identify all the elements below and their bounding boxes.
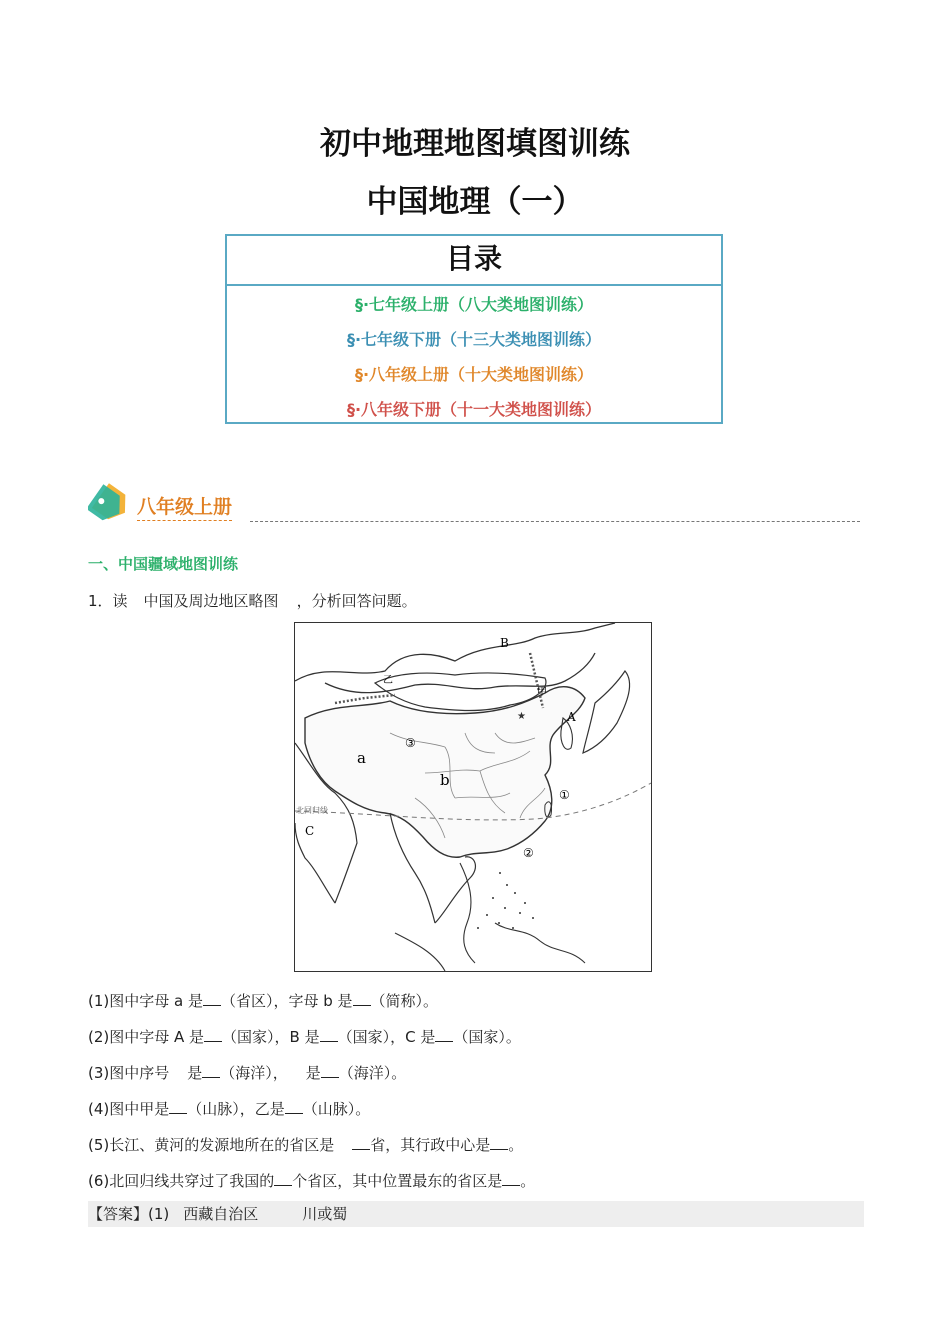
subquestion-4: (4)图中甲是 （山脉），乙是 （山脉）。 (88, 1100, 371, 1118)
map-label-A: A (567, 710, 576, 724)
question-number: 1．读 (88, 592, 128, 610)
subquestion-3: (3)图中序号 是 （海洋）， 是 （海洋）。 (88, 1064, 407, 1082)
tag-icon (88, 480, 134, 526)
toc-heading: 目录 (227, 236, 721, 286)
question-map-name: 中国及周边地区略图 (143, 592, 279, 610)
subquestion-6: (6)北回归线共穿过了我国的 个省区，其中位置最东的省区是 。 (88, 1172, 536, 1190)
table-of-contents (225, 234, 723, 424)
map-label-tropic: 北回归线 (296, 806, 328, 815)
answer-blank[interactable] (203, 991, 221, 1006)
answer-blank[interactable] (204, 1027, 222, 1042)
document-subtitle: 中国地理（一） (366, 184, 584, 220)
question-instruction: ，分析回答问题。 (296, 592, 417, 610)
map-label-3: ③ (405, 736, 416, 750)
answer-blank[interactable] (202, 1063, 220, 1078)
answer-blank[interactable] (274, 1171, 292, 1186)
sub-heading: 一、中国疆域地图训练 (88, 555, 239, 573)
answer-blank[interactable] (320, 1027, 338, 1042)
document-title: 初中地理地图填图训练 (320, 126, 630, 162)
subquestion-1: (1)图中字母 a 是 （省区），字母 b 是 （简称）。 (88, 992, 439, 1010)
answer-section (88, 1201, 864, 1227)
answer-blank[interactable] (490, 1135, 508, 1150)
map-label-a: a (357, 749, 366, 767)
answer-blank[interactable] (285, 1099, 303, 1114)
answer-value-2: 川或蜀 (302, 1205, 348, 1223)
map-label-2: ② (523, 846, 534, 860)
answer-blank[interactable] (502, 1171, 520, 1186)
toc-item-grade7-vol2[interactable]: §·七年级下册（十三大类地图训练） (346, 330, 602, 349)
toc-item-grade7-vol1[interactable]: §·七年级上册（八大类地图训练） (354, 295, 594, 314)
map-label-jia: 甲 (537, 687, 547, 698)
section-label: 八年级上册 (137, 492, 232, 521)
answer-blank[interactable] (321, 1063, 339, 1078)
map-label-B: B (500, 636, 509, 650)
map-label-C: C (305, 824, 315, 838)
answer-value-1: 西藏自治区 (183, 1205, 259, 1223)
toc-item-grade8-vol1[interactable]: §·八年级上册（十大类地图训练） (354, 365, 594, 384)
toc-item-grade8-vol2[interactable]: §·八年级下册（十一大类地图训练） (346, 400, 602, 419)
map-drawing (295, 623, 651, 971)
china-region-map (294, 622, 652, 972)
map-label-yi: 乙 (383, 675, 393, 686)
answer-label: 【答案】(1) (88, 1205, 170, 1223)
subquestion-2: (2)图中字母 A 是 （国家），B 是 （国家），C 是 （国家）。 (88, 1028, 521, 1046)
subquestion-5: (5)长江、黄河的发源地所在的省区是 省，其行政中心是 。 (88, 1136, 524, 1154)
map-label-b: b (440, 771, 450, 789)
answer-blank[interactable] (169, 1099, 187, 1114)
capital-star-icon: ★ (517, 711, 526, 722)
section-divider (250, 521, 860, 522)
answer-blank[interactable] (353, 991, 371, 1006)
map-label-1: ① (559, 788, 570, 802)
question-1 (88, 590, 417, 611)
answer-blank[interactable] (435, 1027, 453, 1042)
answer-blank[interactable] (352, 1135, 370, 1150)
